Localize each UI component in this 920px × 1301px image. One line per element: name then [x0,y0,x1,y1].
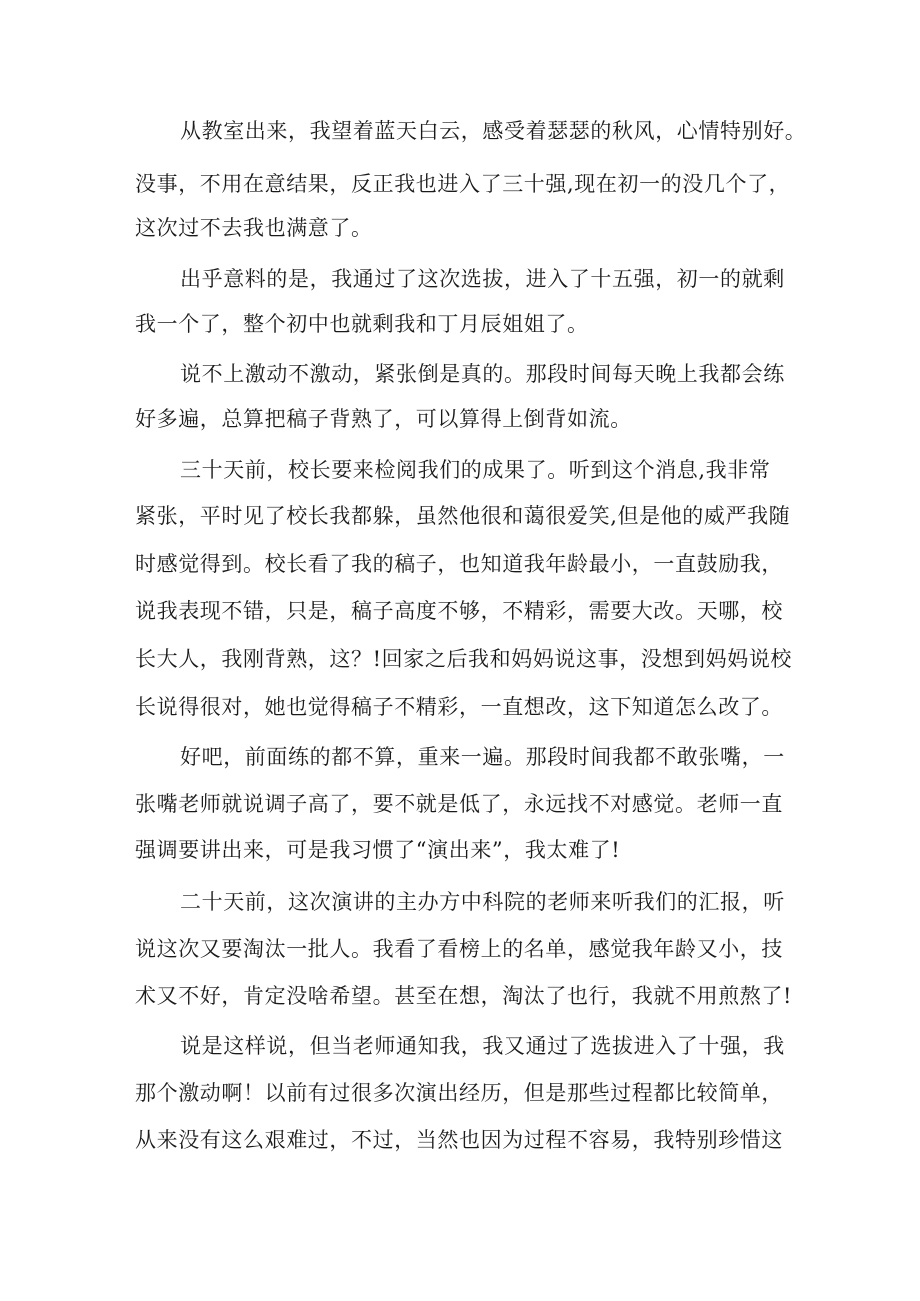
text-line: 从来没有这么艰难过，不过，当然也因为过程不容易，我特别珍惜这 [135,1128,783,1152]
text-line: 说是这样说，但当老师通知我，我又通过了选拔进入了十强，我 [180,1034,785,1058]
text-line: 紧张，平时见了校长我都躲，虽然他很和蔼很爱笑,但是他的威严我随 [135,504,791,528]
text-line: 好多遍，总算把稿子背熟了，可以算得上倒背如流。 [135,407,632,431]
text-line: 说这次又要淘汰一批人。我看了看榜上的名单，感觉我年龄又小，技 [135,937,783,961]
text-line: 二十天前，这次演讲的主办方中科院的老师来听我们的汇报，听 [180,890,785,914]
text-line: 出乎意料的是，我通过了这次选拔，进入了十五强，初一的就剩 [180,267,785,291]
text-line: 那个激动啊！以前有过很多次演出经历，但是那些过程都比较简单， [135,1081,783,1105]
text-line: 从教室出来，我望着蓝天白云，感受着瑟瑟的秋风，心情特别好。 [180,119,807,143]
text-line: 时感觉得到。校长看了我的稿子，也知道我年龄最小，一直鼓励我， [135,552,783,576]
text-line: 说我表现不错，只是，稿子高度不够，不精彩，需要大改。天哪，校 [135,599,783,623]
text-line: 我一个了，整个初中也就剩我和丁月辰姐姐了。 [135,312,589,336]
text-line: 术又不好，肯定没啥希望。甚至在想，淘汰了也行，我就不用煎熬了! [135,984,793,1008]
text-line: 长大人，我刚背熟，这？!回家之后我和妈妈说这事，没想到妈妈说校 [135,647,793,671]
text-line: 好吧，前面练的都不算，重来一遍。那段时间我都不敢张嘴，一 [180,745,785,769]
text-line: 三十天前，校长要来检阅我们的成果了。听到这个消息,我非常 [180,458,771,482]
text-line: 没事，不用在意结果，反正我也进入了三十强,现在初一的没几个了， [135,172,791,196]
text-line: 强调要讲出来，可是我习惯了“演出来”，我太难了! [135,838,621,862]
text-line: 说不上激动不激动，紧张倒是真的。那段时间每天晚上我都会练 [180,362,785,386]
text-line: 张嘴老师就说调子高了，要不就是低了，永远找不对感觉。老师一直 [135,792,783,816]
text-line: 这次过不去我也满意了。 [135,216,373,240]
text-line: 长说得很对，她也觉得稿子不精彩，一直想改，这下知道怎么改了。 [135,695,783,719]
